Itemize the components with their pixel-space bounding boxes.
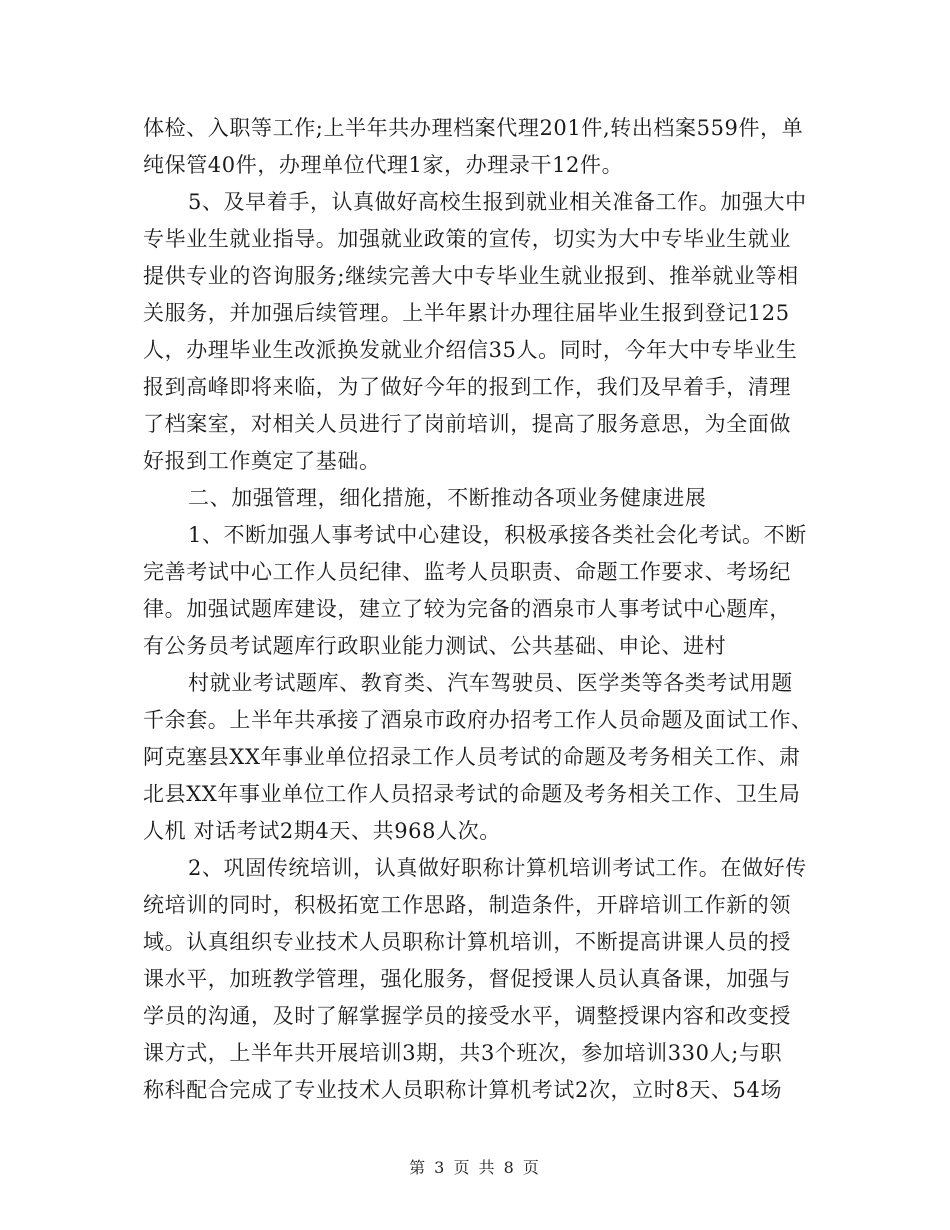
body-text-line: 好报到工作奠定了基础。 xyxy=(143,449,381,473)
body-text-line: 阿克塞县XX年事业单位招录工作人员考试的命题及考务相关工作、肃 xyxy=(143,745,801,769)
body-text-line: 完善考试中心工作人员纪律、监考人员职责、命题工作要求、考场纪 xyxy=(143,560,791,584)
body-text-line: 称科配合完成了专业技术人员职称计算机考试2次，立时8天、54场 xyxy=(143,1078,783,1102)
page-number-footer: 第 3 页 共 8 页 xyxy=(409,1158,541,1177)
body-text-line: 纯保管40件，办理单位代理1家，办理录干12件。 xyxy=(143,153,624,177)
body-text-line: 提供专业的咨询服务;继续完善大中专毕业生就业报到、推举就业等相 xyxy=(143,264,799,288)
body-text-line: 1、不断加强人事考试中心建设，积极承接各类社会化考试。不断 xyxy=(188,523,807,547)
body-text-line: 有公务员考试题库行政职业能力测试、公共基础、申论、进村 xyxy=(143,634,727,658)
body-text-line: 5、及早着手，认真做好高校生报到就业相关准备工作。加强大中 xyxy=(188,190,807,214)
body-text-line: 课方式，上半年共开展培训3期，共3个班次，参加培训330人;与职 xyxy=(143,1041,783,1065)
body-text-line: 村就业考试题库、教育类、汽车驾驶员、医学类等各类考试用题 xyxy=(188,671,793,695)
body-text-line: 课水平，加班教学管理，强化服务，督促授课人员认真备课，加强与 xyxy=(143,967,791,991)
body-text-line: 专毕业生就业指导。加强就业政策的宣传，切实为大中专毕业生就业 xyxy=(143,227,791,251)
body-text-line: 2、巩固传统培训，认真做好职称计算机培训考试工作。在做好传 xyxy=(188,856,807,880)
body-text-line: 报到高峰即将来临，为了做好今年的报到工作，我们及早着手，清理 xyxy=(143,375,791,399)
body-text-line: 体检、入职等工作;上半年共办理档案代理201件,转出档案559件，单 xyxy=(143,116,804,140)
section-heading: 二、加强管理，细化措施，不断推动各项业务健康进展 xyxy=(188,486,707,510)
body-text-line: 人机 对话考试2期4天、共968人次。 xyxy=(143,819,501,843)
body-text-line: 关服务，并加强后续管理。上半年累计办理往届毕业生报到登记125 xyxy=(143,301,790,325)
body-text-line: 人，办理毕业生改派换发就业介绍信35人。同时，今年大中专毕业生 xyxy=(143,338,798,362)
body-text-line: 北县XX年事业单位工作人员招录考试的命题及考务相关工作、卫生局 xyxy=(143,782,801,806)
body-text-line: 统培训的同时，积极拓宽工作思路，制造条件，开辟培训工作新的领 xyxy=(143,893,791,917)
body-text-line: 域。认真组织专业技术人员职称计算机培训，不断提高讲课人员的授 xyxy=(143,930,791,954)
body-text-line: 学员的沟通，及时了解掌握学员的接受水平，调整授课内容和改变授 xyxy=(143,1004,791,1028)
body-text-line: 律。加强试题库建设，建立了较为完备的酒泉市人事考试中心题库， xyxy=(143,597,791,621)
body-text-line: 了档案室，对相关人员进行了岗前培训，提高了服务意思，为全面做 xyxy=(143,412,791,436)
body-text-line: 千余套。上半年共承接了酒泉市政府办招考工作人员命题及面试工作、 xyxy=(143,708,813,732)
